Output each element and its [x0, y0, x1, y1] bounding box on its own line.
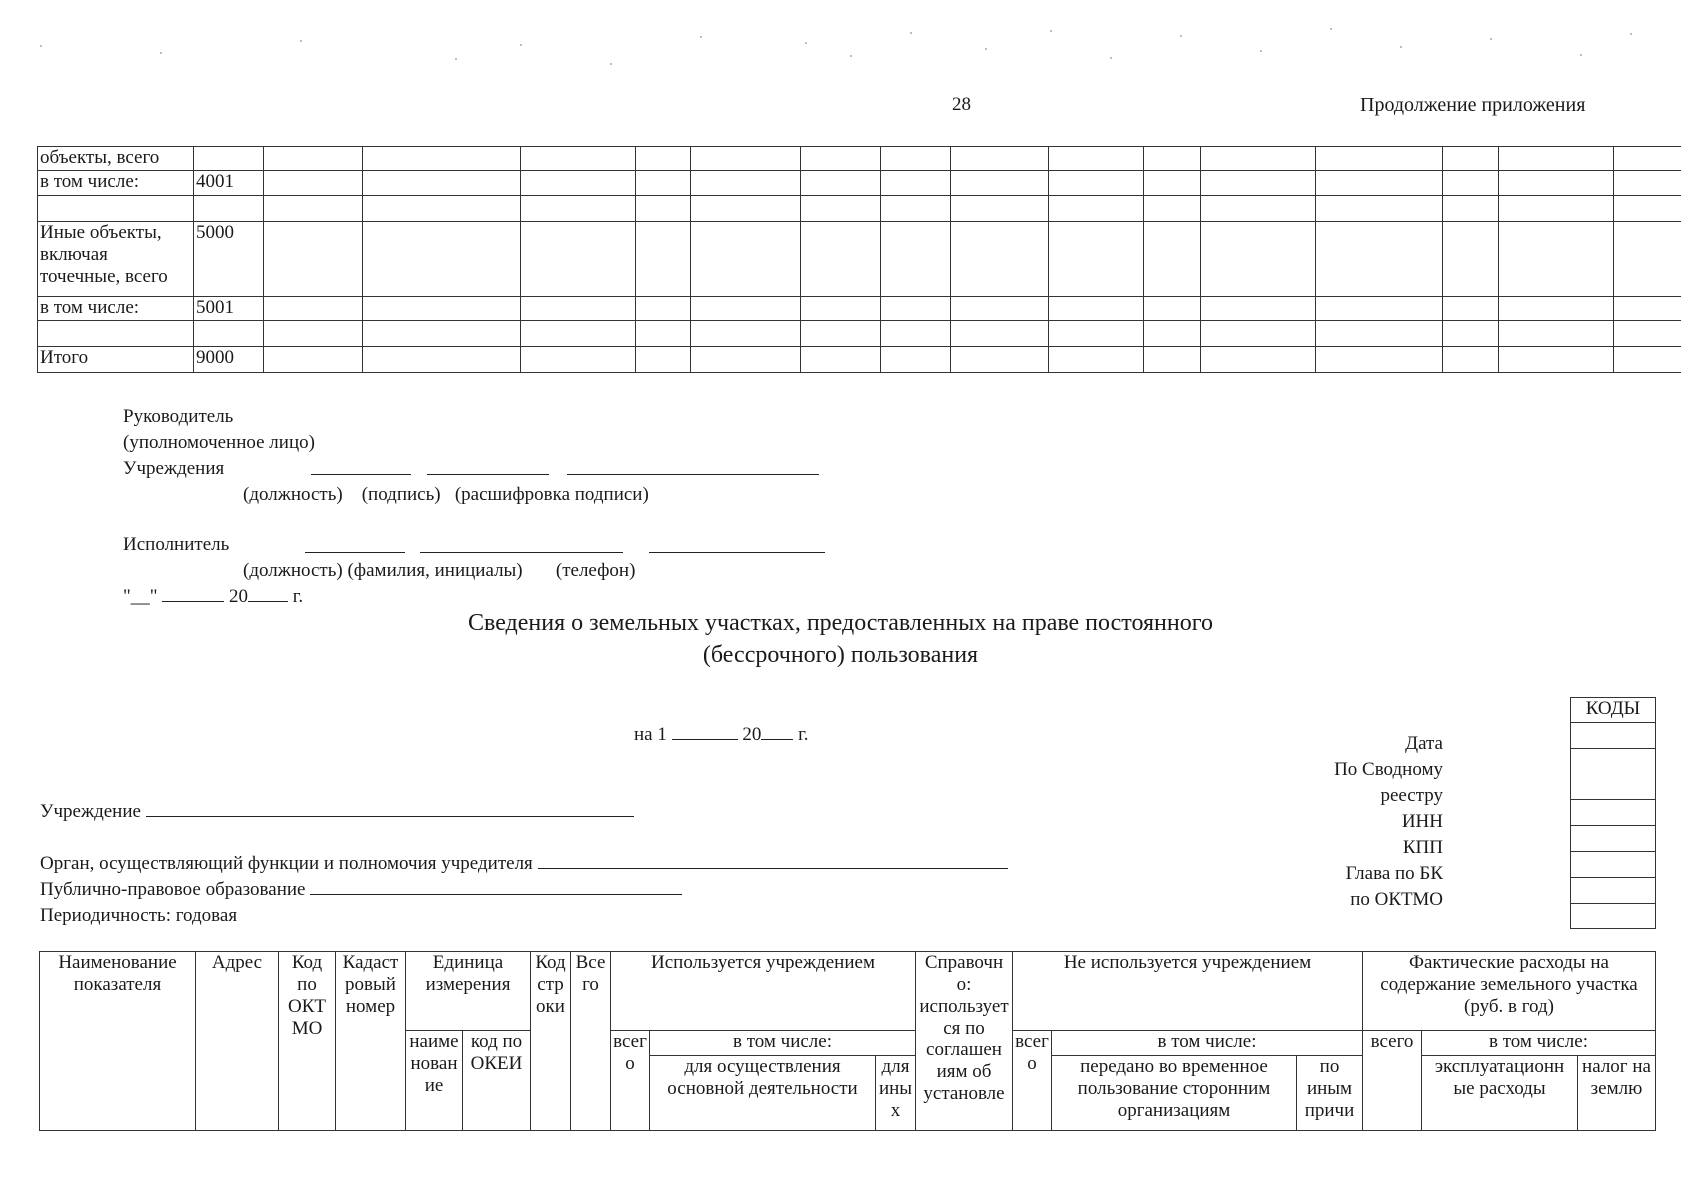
row-name	[38, 196, 194, 222]
code-cell-extra[interactable]	[1571, 904, 1656, 929]
col-operating: эксплуатационн ые расходы	[1422, 1056, 1578, 1131]
executor-captions: (должность) (фамилия, инициалы) (телефон)	[243, 560, 636, 581]
col-land-tax: налог на землю	[1578, 1056, 1656, 1131]
table-row	[38, 222, 1681, 297]
col-exp-total: всего	[1363, 1031, 1422, 1131]
signature-date	[123, 586, 303, 608]
col-unit-code: код по ОКЕИ	[463, 1031, 531, 1131]
row-code: 5000	[194, 222, 264, 297]
signature-line[interactable]	[427, 474, 549, 475]
row-name	[38, 321, 194, 347]
codes-label-registry-2: реестру	[1380, 785, 1443, 806]
continuation-label: Продолжение приложения	[1360, 94, 1586, 116]
col-unit-name: наиме нован ие	[406, 1031, 463, 1131]
section-title-1: Сведения о земельных участках, предоставленных на праве постоянного	[468, 610, 1213, 636]
signature-decoding-line[interactable]	[567, 474, 819, 475]
col-unit: Единица измерения	[406, 952, 531, 1031]
table-row	[38, 297, 1681, 321]
codes-label-date: Дата	[1405, 733, 1443, 754]
table-row	[38, 321, 1681, 347]
section-date-suffix: г.	[798, 724, 809, 745]
row-name: Иные объекты, включая точечные, всего	[38, 222, 194, 297]
code-cell-registry[interactable]	[1571, 749, 1656, 800]
founder-line[interactable]	[538, 853, 1008, 869]
col-reference: Справочн о: использует ся по соглашен иям об установле	[916, 952, 1013, 1131]
section-date-prefix: на 1	[634, 724, 667, 745]
col-total: Все го	[571, 952, 611, 1131]
public-entity-line[interactable]	[310, 879, 682, 895]
col-not-used-incl: в том числе:	[1052, 1031, 1363, 1056]
row-code	[194, 147, 264, 171]
institution-line[interactable]	[146, 801, 634, 817]
col-oktmo: Код по ОКТ МО	[279, 952, 336, 1131]
executor-name-line[interactable]	[420, 552, 623, 553]
date-suffix: г.	[292, 586, 304, 607]
founder-label: Орган, осуществляющий функции и полномочия учредителя	[40, 853, 533, 874]
col-name: Наименование показателя	[40, 952, 196, 1131]
institution-field	[40, 801, 634, 823]
public-entity-field	[40, 879, 682, 901]
code-cell-kpp[interactable]	[1571, 826, 1656, 852]
section-date-year: 20	[742, 724, 762, 745]
col-not-used-total: всег о	[1013, 1031, 1052, 1131]
executor-phone-line[interactable]	[649, 552, 825, 553]
date-day: "__"	[123, 586, 158, 607]
code-cell-oktmo[interactable]	[1571, 878, 1656, 904]
section-date	[634, 724, 809, 746]
section-title-2: (бессрочного) пользования	[702, 642, 979, 668]
col-exp-incl: в том числе:	[1422, 1031, 1656, 1056]
col-used-incl: в том числе:	[650, 1031, 916, 1056]
public-entity-label: Публично-правовое образование	[40, 879, 306, 900]
codes-label-oktmo: по ОКТМО	[1350, 889, 1443, 910]
col-not-used: Не используется учреждением	[1013, 952, 1363, 1031]
row-code	[194, 321, 264, 347]
row-name: объекты, всего	[38, 147, 194, 171]
col-temp-use: передано во временное пользование сторонним организациям	[1052, 1056, 1297, 1131]
row-code: 5001	[194, 297, 264, 321]
date-year: 20	[229, 586, 249, 607]
col-row-code: Код стр оки	[531, 952, 571, 1131]
executor-position-line[interactable]	[305, 552, 405, 553]
code-cell-bk[interactable]	[1571, 852, 1656, 878]
head-label-1: Руководитель	[123, 406, 234, 427]
head-label-3: Учреждения	[123, 458, 225, 479]
executor-label: Исполнитель	[123, 534, 230, 555]
institution-label: Учреждение	[40, 801, 141, 822]
row-name: в том числе:	[38, 297, 194, 321]
head-label-2: (уполномоченное лицо)	[123, 432, 315, 453]
row-code: 9000	[194, 347, 264, 373]
row-name: в том числе:	[38, 171, 194, 196]
head-captions: (должность) (подпись) (расшифровка подписи)	[243, 484, 649, 505]
table-row	[38, 347, 1681, 373]
table-row	[38, 147, 1681, 171]
table-row	[38, 171, 1681, 196]
section-date-year-line[interactable]	[761, 724, 793, 740]
col-used: Используется учреждением	[611, 952, 916, 1031]
founder-field	[40, 853, 1008, 875]
col-other: для ины х	[876, 1056, 916, 1131]
codes-table	[1570, 697, 1656, 929]
row-name: Итого	[38, 347, 194, 373]
section-date-month-line[interactable]	[672, 724, 738, 740]
top-table	[37, 146, 1681, 373]
code-cell-date[interactable]	[1571, 723, 1656, 749]
position-signature-line[interactable]	[311, 474, 411, 475]
col-cadastral: Кадаст ровый номер	[336, 952, 406, 1131]
col-address: Адрес	[196, 952, 279, 1131]
codes-header: КОДЫ	[1571, 698, 1656, 723]
periodicity: Периодичность: годовая	[40, 905, 238, 926]
date-month-line[interactable]	[162, 586, 224, 602]
page-number: 28	[952, 94, 971, 115]
col-used-total: всег о	[611, 1031, 650, 1131]
land-plots-table	[39, 951, 1656, 1131]
col-other-reasons: по иным причи	[1297, 1056, 1363, 1131]
table-row	[38, 196, 1681, 222]
row-code: 4001	[194, 171, 264, 196]
codes-label-kpp: КПП	[1402, 837, 1443, 858]
col-main-activity: для осуществления основной деятельности	[650, 1056, 876, 1131]
date-year-line[interactable]	[248, 586, 288, 602]
codes-label-inn: ИНН	[1401, 811, 1443, 832]
row-code	[194, 196, 264, 222]
codes-label-bk: Глава по БК	[1345, 863, 1443, 884]
codes-label-registry-1: По Сводному	[1334, 759, 1443, 780]
code-cell-inn[interactable]	[1571, 800, 1656, 826]
col-expenses: Фактические расходы на содержание земельного участка (руб. в год)	[1363, 952, 1656, 1031]
